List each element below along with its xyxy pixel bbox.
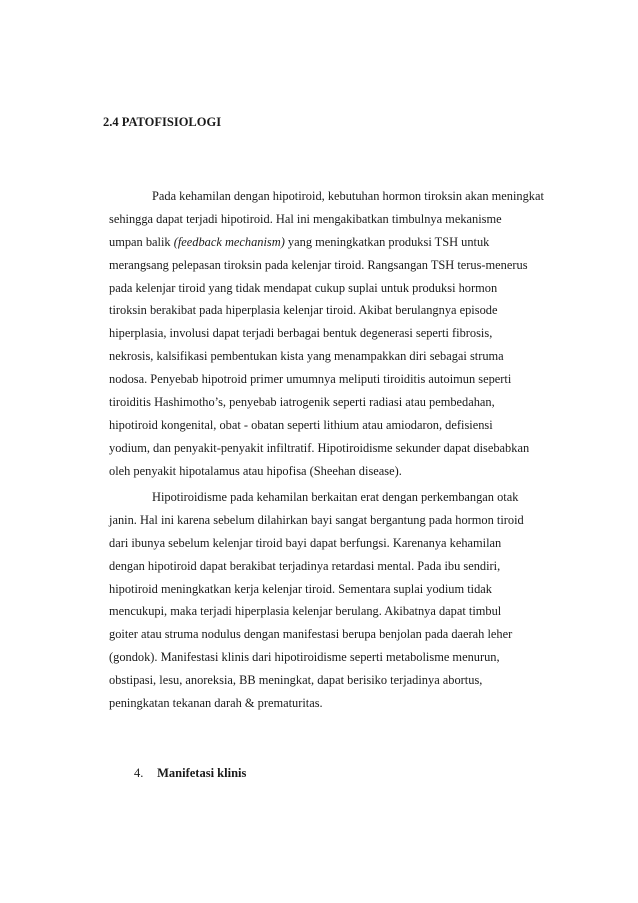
line-segment: yang meningkatkan produksi TSH untuk	[284, 234, 490, 249]
paragraph-line: sehingga dapat terjadi hipotiroid. Hal ini mengakibatkan timbulnya mekanisme	[109, 211, 502, 226]
paragraph-line: hipotiroid kongenital, obat - obatan seperti lithium atau amiodaron, defisiensi	[109, 417, 493, 432]
paragraph-line: oleh penyakit hipotalamus atau hipofisa (Sheehan disease).	[109, 463, 402, 478]
paragraph-line	[109, 231, 561, 254]
paragraph-line: hipotiroid meningkatkan kerja kelenjar tiroid. Sementara suplai yodium tidak	[109, 581, 492, 596]
paragraph-line: nekrosis, kalsifikasi pembentukan kista yang menampakkan diri sebagai struma	[109, 349, 504, 364]
paragraph-line: pada kelenjar tiroid yang tidak mendapat cukup suplai untuk produksi hormon	[109, 280, 498, 295]
paragraph-line: merangsang pelepasan tiroksin pada kelenjar tiroid. Rangsangan TSH terus-menerus	[109, 257, 528, 272]
paragraph-line: tiroiditis Hashimotho’s, penyebab iatrogenik seperti radiasi atau pembedahan,	[109, 395, 495, 410]
section-heading: 2.4 PATOFISIOLOGI	[103, 115, 222, 129]
paragraph-line: mencukupi, maka terjadi hiperplasia kelenjar berulang. Akibatnya dapat timbul	[109, 604, 502, 619]
paragraph-line: dengan hipotiroid dapat berakibat terjadinya retardasi mental. Pada ibu sendiri,	[109, 558, 501, 573]
list-label: Manifetasi klinis	[157, 766, 247, 780]
paragraph-line: Hipotiroidisme pada kehamilan berkaitan erat dengan perkembangan otak	[152, 490, 519, 504]
paragraph-line: obstipasi, lesu, anoreksia, BB meningkat, dapat berisiko terjadinya abortus,	[109, 673, 483, 688]
paragraph-line: janin. Hal ini karena sebelum dilahirkan bayi sangat bergantung pada hormon tiroid	[109, 512, 524, 527]
list-item-manifestasi	[134, 766, 246, 781]
paragraph-line: hiperplasia, involusi dapat terjadi berbagai bentuk degenerasi seperti fibrosis,	[109, 326, 493, 341]
paragraph-patofisiologi	[109, 185, 561, 483]
paragraph-line: nodosa. Penyebab hipotroid primer umumnya meliputi tiroiditis autoimun seperti	[109, 372, 512, 387]
list-number: 4.	[134, 766, 144, 780]
paragraph-hipotiroidisme-kehamilan	[109, 486, 561, 715]
paragraph-line: dari ibunya sebelum kelenjar tiroid bayi dapat berfungsi. Karenanya kehamilan	[109, 535, 502, 550]
paragraph-line: peningkatan tekanan darah & prematuritas.	[109, 696, 323, 711]
paragraph-line: yodium, dan penyakit-penyakit infiltratif. Hipotiroidisme sekunder dapat disebabkan	[109, 440, 530, 455]
italic-term: (feedback mechanism)	[173, 234, 285, 249]
paragraph-line: (gondok). Manifestasi klinis dari hipotiroidisme seperti metabolisme menurun,	[109, 650, 500, 665]
paragraph-line: tiroksin berakibat pada hiperplasia kelenjar tiroid. Akibat berulangnya episode	[109, 303, 498, 318]
paragraph-line: goiter atau struma nodulus dengan manifestasi berupa benjolan pada daerah leher	[109, 627, 513, 642]
paragraph-line: Pada kehamilan dengan hipotiroid, kebutuhan hormon tiroksin akan meningkat	[152, 189, 544, 203]
line-segment: umpan balik	[109, 234, 174, 249]
